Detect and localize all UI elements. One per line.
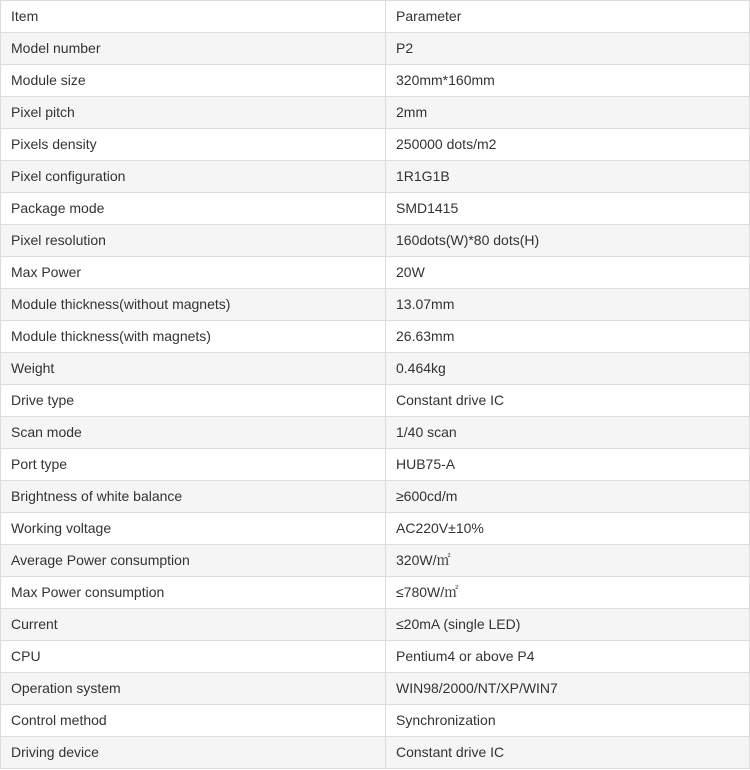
- parameter-cell: 0.464kg: [386, 353, 750, 385]
- table-row: [1, 737, 750, 769]
- table-row: [1, 385, 750, 417]
- item-cell: Max Power: [1, 257, 386, 289]
- table-row: [1, 513, 750, 545]
- parameter-cell: 160dots(W)*80 dots(H): [386, 225, 750, 257]
- item-cell: Current: [1, 609, 386, 641]
- item-cell: Weight: [1, 353, 386, 385]
- table-row: [1, 129, 750, 161]
- parameter-cell: SMD1415: [386, 193, 750, 225]
- parameter-cell: ≤20mA (single LED): [386, 609, 750, 641]
- table-row: [1, 481, 750, 513]
- table-row: [1, 161, 750, 193]
- parameter-cell: 1/40 scan: [386, 417, 750, 449]
- item-cell: Control method: [1, 705, 386, 737]
- parameter-cell: ≥600cd/m: [386, 481, 750, 513]
- table-row: [1, 705, 750, 737]
- table-row: [1, 673, 750, 705]
- table-row: [1, 321, 750, 353]
- item-cell: Package mode: [1, 193, 386, 225]
- spec-table-body: [1, 1, 750, 769]
- item-cell: Drive type: [1, 385, 386, 417]
- table-row: [1, 353, 750, 385]
- item-cell: Module thickness(without magnets): [1, 289, 386, 321]
- parameter-cell: Constant drive IC: [386, 737, 750, 769]
- parameter-cell: AC220V±10%: [386, 513, 750, 545]
- header-item-cell: Item: [1, 1, 386, 33]
- item-cell: Brightness of white balance: [1, 481, 386, 513]
- parameter-cell: 1R1G1B: [386, 161, 750, 193]
- item-cell: Pixels density: [1, 129, 386, 161]
- table-row: [1, 641, 750, 673]
- table-header-row: [1, 1, 750, 33]
- header-parameter-cell: Parameter: [386, 1, 750, 33]
- parameter-cell: 250000 dots/m2: [386, 129, 750, 161]
- table-row: [1, 65, 750, 97]
- table-row: [1, 225, 750, 257]
- parameter-cell: Pentium4 or above P4: [386, 641, 750, 673]
- table-row: [1, 449, 750, 481]
- item-cell: CPU: [1, 641, 386, 673]
- table-row: [1, 257, 750, 289]
- table-row: [1, 97, 750, 129]
- item-cell: Average Power consumption: [1, 545, 386, 577]
- item-cell: Scan mode: [1, 417, 386, 449]
- table-row: [1, 417, 750, 449]
- parameter-cell: 320mm*160mm: [386, 65, 750, 97]
- parameter-cell: Constant drive IC: [386, 385, 750, 417]
- parameter-cell: ≤780W/㎡: [386, 577, 750, 609]
- parameter-cell: HUB75-A: [386, 449, 750, 481]
- parameter-cell: 20W: [386, 257, 750, 289]
- item-cell: Pixel pitch: [1, 97, 386, 129]
- parameter-cell: 320W/㎡: [386, 545, 750, 577]
- item-cell: Module size: [1, 65, 386, 97]
- item-cell: Max Power consumption: [1, 577, 386, 609]
- item-cell: Model number: [1, 33, 386, 65]
- table-row: [1, 545, 750, 577]
- table-row: [1, 193, 750, 225]
- item-cell: Pixel resolution: [1, 225, 386, 257]
- item-cell: Pixel configuration: [1, 161, 386, 193]
- table-row: [1, 289, 750, 321]
- parameter-cell: 2mm: [386, 97, 750, 129]
- parameter-cell: Synchronization: [386, 705, 750, 737]
- item-cell: Operation system: [1, 673, 386, 705]
- parameter-cell: 26.63mm: [386, 321, 750, 353]
- item-cell: Port type: [1, 449, 386, 481]
- item-cell: Working voltage: [1, 513, 386, 545]
- item-cell: Driving device: [1, 737, 386, 769]
- parameter-cell: P2: [386, 33, 750, 65]
- table-row: [1, 577, 750, 609]
- item-cell: Module thickness(with magnets): [1, 321, 386, 353]
- table-row: [1, 33, 750, 65]
- parameter-cell: 13.07mm: [386, 289, 750, 321]
- table-row: [1, 609, 750, 641]
- parameter-cell: WIN98/2000/NT/XP/WIN7: [386, 673, 750, 705]
